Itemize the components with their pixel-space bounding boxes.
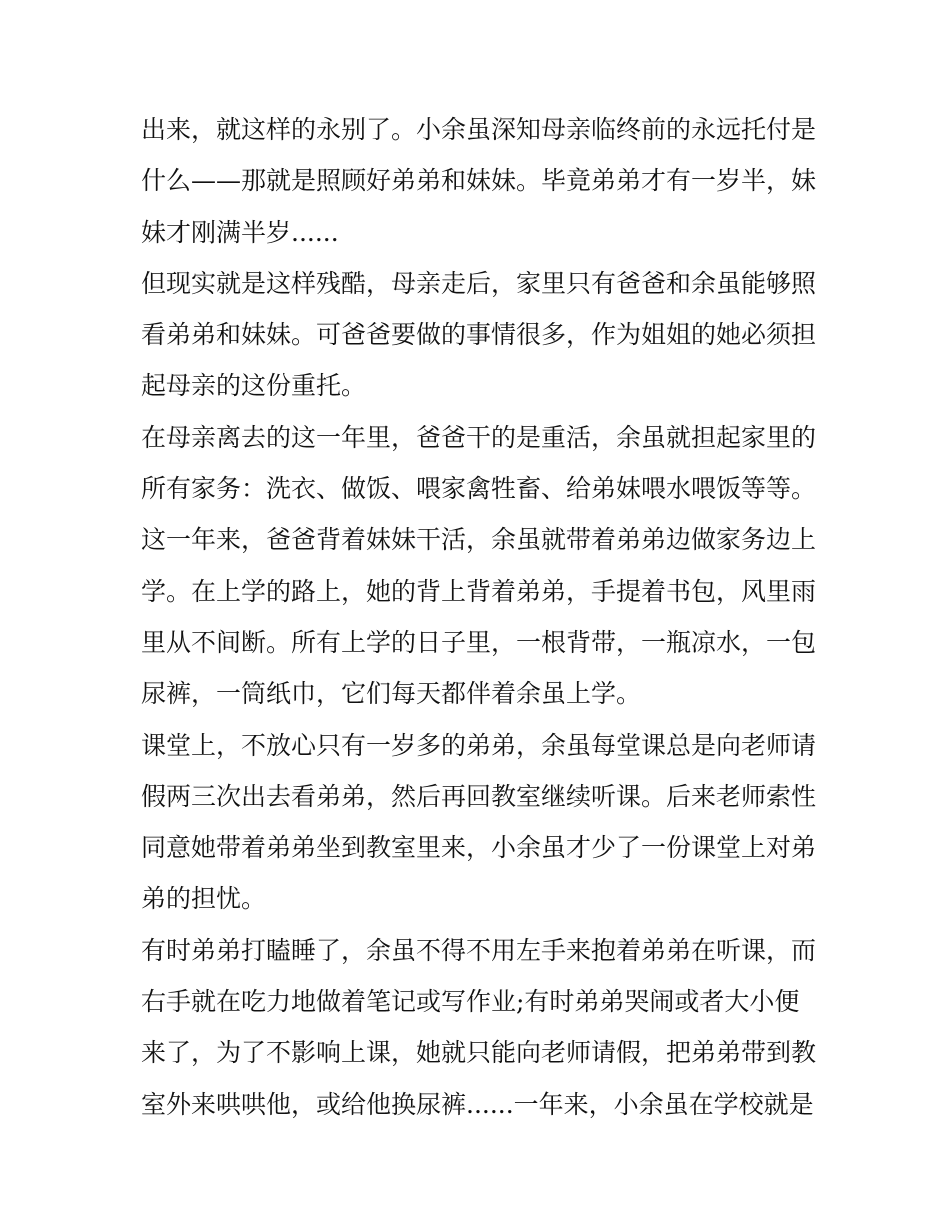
text-line: 什么——那就是照顾好弟弟和妹妹。毕竟弟弟才有一岁半，妹	[141, 166, 817, 196]
text-line: 来了，为了不影响上课，她就只能向老师请假，把弟弟带到教	[141, 1038, 817, 1068]
text-line: 室外来哄哄他，或给他换尿裤......一年来，小余虽在学校就是	[141, 1089, 814, 1119]
text-line: 在母亲离去的这一年里，爸爸干的是重活，余虽就担起家里的	[141, 422, 817, 452]
text-line: 但现实就是这样残酷，母亲走后，家里只有爸爸和余虽能够照	[141, 268, 817, 298]
text-line: 弟的担忧。	[141, 884, 267, 914]
text-line: 同意她带着弟弟坐到教室里来，小余虽才少了一份课堂上对弟	[141, 833, 817, 863]
text-line: 有时弟弟打瞌睡了，余虽不得不用左手来抱着弟弟在听课，而	[141, 935, 817, 965]
text-line: 尿裤，一筒纸巾，它们每天都伴着余虽上学。	[141, 679, 642, 709]
text-line: 这一年来，爸爸背着妹妹干活，余虽就带着弟弟边做家务边上	[141, 525, 817, 555]
text-line: 出来，就这样的永别了。小余虽深知母亲临终前的永远托付是	[141, 115, 817, 144]
text-line: 妹才刚满半岁......	[141, 217, 339, 247]
text-line: 课堂上，不放心只有一岁多的弟弟，余虽每堂课总是向老师请	[141, 730, 817, 760]
text-line: 右手就在吃力地做着笔记或写作业;有时弟弟哭闹或者大小便	[141, 987, 800, 1017]
text-line: 起母亲的这份重托。	[141, 371, 367, 401]
text-line: 看弟弟和妹妹。可爸爸要做的事情很多，作为姐姐的她必须担	[141, 320, 817, 350]
text-line: 所有家务：洗衣、做饭、喂家禽牲畜、给弟妹喂水喂饭等等。	[141, 474, 817, 504]
text-line: 里从不间断。所有上学的日子里，一根背带，一瓶凉水，一包	[141, 627, 817, 657]
text-line: 假两三次出去看弟弟，然后再回教室继续听课。后来老师索性	[141, 781, 817, 811]
body-text	[141, 104, 817, 1130]
text-line: 学。在上学的路上，她的背上背着弟弟，手提着书包，风里雨	[141, 576, 817, 606]
